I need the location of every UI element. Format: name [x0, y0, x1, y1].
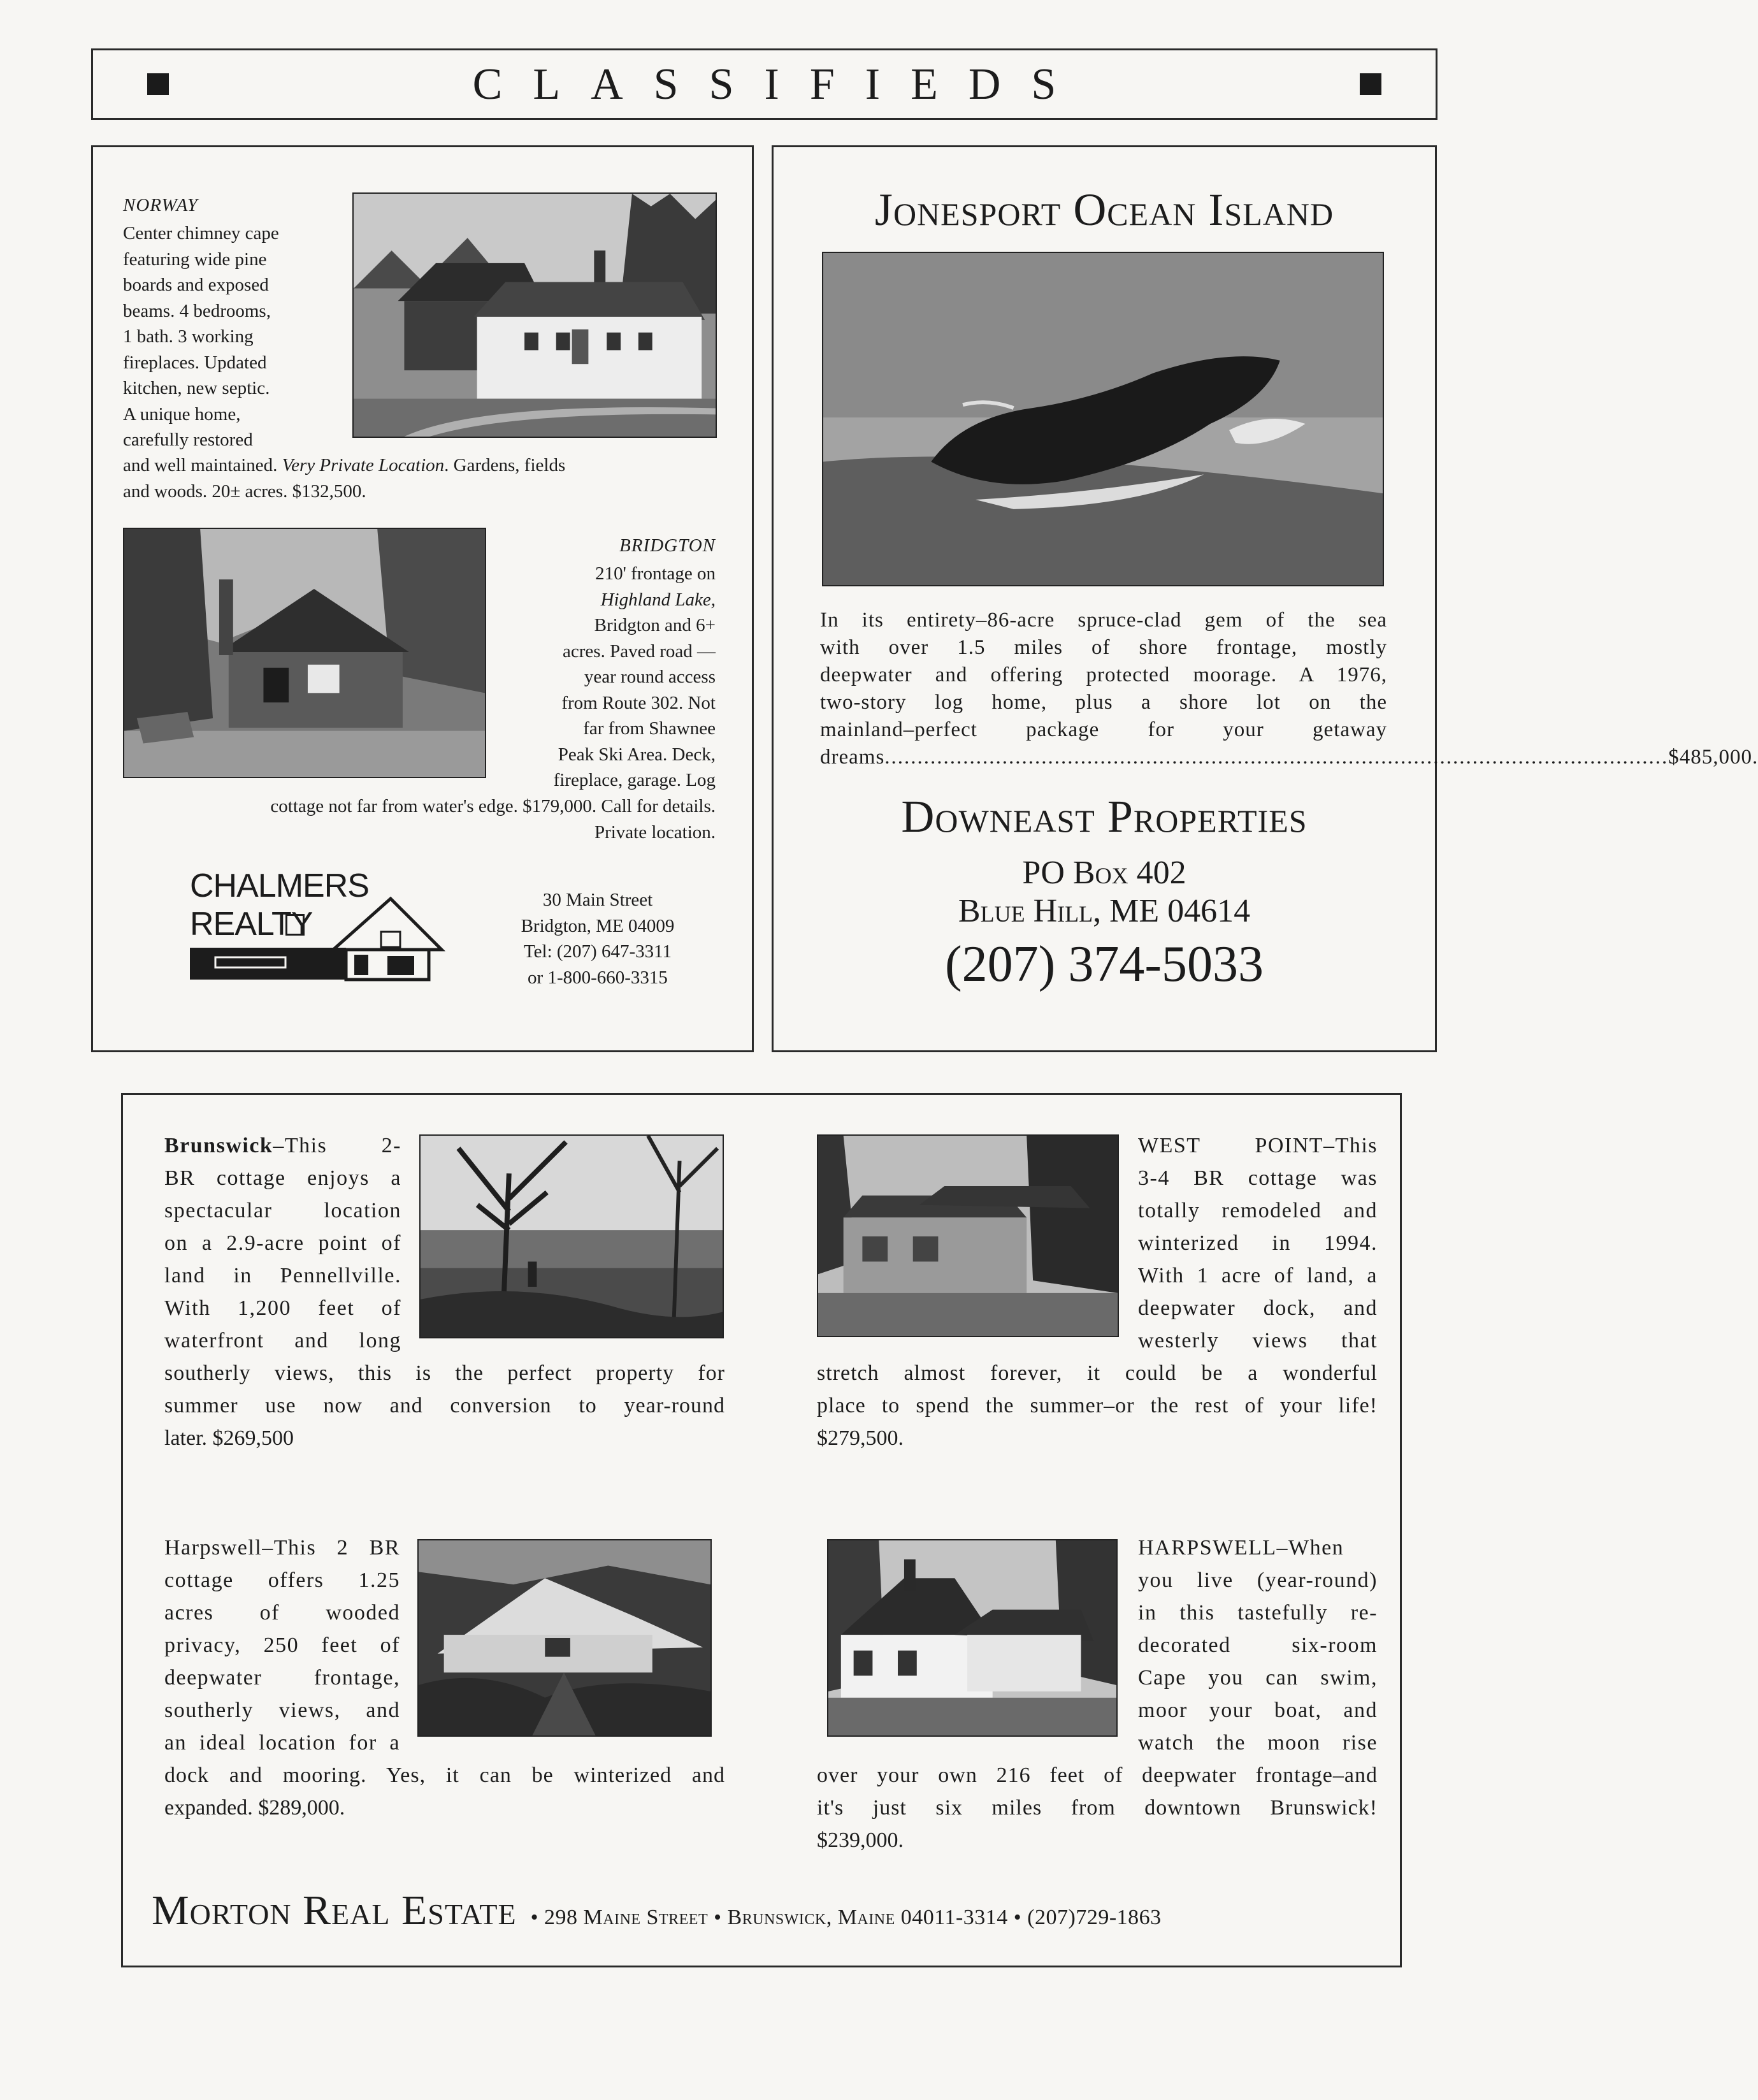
- harpswell-wooded-cottage-photo: [417, 1539, 712, 1737]
- jonesport-description: In its entirety–86-acre spruce-clad gem of the sea with over 1.5 miles of shore frontage, mostly deepwater and offering protected moorage. A 1976, two-story log home, plus a shore lot on the mainland–perfect package for your getaway: [820, 609, 1387, 741]
- brunswick-text: Brunswick–This 2- BR cottage enjoys a spectacular location on a 2.9-acre point of land in Pennellville. With 1,200 feet of waterfront and long: [164, 1134, 401, 1352]
- bridgton-heading: BRIDGTON: [619, 535, 716, 556]
- jonesport-title: Jonesport Ocean Island: [874, 184, 1334, 235]
- downeast-address-2: Blue Hill, ME 04614: [958, 893, 1251, 929]
- brunswick-text-wide: southerly views, this is the perfect property for summer use now and conversion to year-round: [164, 1361, 725, 1417]
- logo-text-realty: REALTY: [190, 906, 313, 943]
- morton-footer: [152, 1886, 1381, 1937]
- black-square-icon: [1360, 73, 1381, 95]
- bridgton-text-wide: cottage not far from water's edge. $179,000. Call for details. Private location.: [270, 796, 716, 843]
- chalmers-address: 30 Main Street Bridgton, ME 04009 Tel: (207) 647-3311 or 1-800-660-3315: [521, 890, 675, 988]
- harpswell-2-text: HARPSWELL–When you live (year-round) in this tastefully re- decorated six-room Cape you can swim, moor your boat, and watch the moon rise: [1138, 1536, 1378, 1755]
- chalmers-realty-logo: [190, 862, 445, 989]
- ocean-island-aerial-photo: [822, 252, 1384, 586]
- harpswell-1-text: Harpswell–This 2 BR cottage offers 1.25 acres of wooded privacy, 250 feet of deepwater frontage, southerly views, and an ideal location for a: [164, 1536, 400, 1755]
- bridgton-log-cottage-photo: [123, 528, 486, 778]
- west-point-price: $279,500.: [817, 1426, 904, 1450]
- dot-leader: ........................................................................................................................: [884, 746, 1669, 769]
- brunswick-price: later. $269,500: [164, 1426, 294, 1450]
- harpswell-2-text-wide: over your own 216 feet of deepwater frontage–and it's just six miles from downtown Brunswick!: [817, 1763, 1378, 1820]
- jonesport-price-line: dreams ........................................................................................................................ $485,000.: [820, 744, 1387, 771]
- norway-farmhouse-photo: [352, 192, 717, 438]
- page-title: CLASSIFIEDS: [472, 60, 1087, 109]
- west-point-text: WEST POINT–This 3-4 BR cottage was totally remodeled and winterized in 1994. With 1 acre of land, a deepwater dock, and westerly views that: [1138, 1134, 1378, 1352]
- house-logo-icon: [190, 887, 445, 989]
- west-point-text-wide: stretch almost forever, it could be a wonderful place to spend the summer–or the rest of your life!: [817, 1361, 1378, 1417]
- classifieds-header: [91, 48, 1437, 120]
- norway-text: Center chimney cape featuring wide pine boards and exposed beams. 4 bedrooms, 1 bath. 3 working fireplaces. Updated kitchen, new septic. A unique home, carefully restored: [123, 223, 279, 450]
- brunswick-waterfront-photo: [419, 1134, 724, 1338]
- downeast-address-1: PO Box 402: [1022, 855, 1186, 891]
- west-point-cottage-photo: [817, 1134, 1119, 1337]
- norway-heading: NORWAY: [123, 195, 198, 215]
- norway-text-wide: and well maintained. Very Private Location. Gardens, fields and woods. 20± acres. $132,500.: [123, 455, 566, 502]
- harpswell-2-price: $239,000.: [817, 1828, 904, 1852]
- downeast-phone: (207) 374-5033: [945, 936, 1264, 992]
- harpswell-cape-house-photo: [827, 1539, 1118, 1737]
- morton-address: • 298 Maine Street • Brunswick, Maine 04011-3314 • (207)729-1863: [530, 1906, 1162, 1929]
- downeast-company-name: Downeast Properties: [901, 791, 1308, 842]
- bridgton-text: 210' frontage on Highland Lake, Bridgton and 6+ acres. Paved road — year round access from Route 302. Not far from Shawnee Peak Ski Area. Deck, fireplace, garage. Log: [553, 563, 716, 790]
- logo-text-chalmers: CHALMERS: [190, 867, 369, 904]
- harpswell-1-price: expanded. $289,000.: [164, 1796, 345, 1820]
- harpswell-1-text-wide: dock and mooring. Yes, it can be winterized and: [164, 1763, 725, 1787]
- morton-company-name: Morton Real Estate: [152, 1887, 517, 1934]
